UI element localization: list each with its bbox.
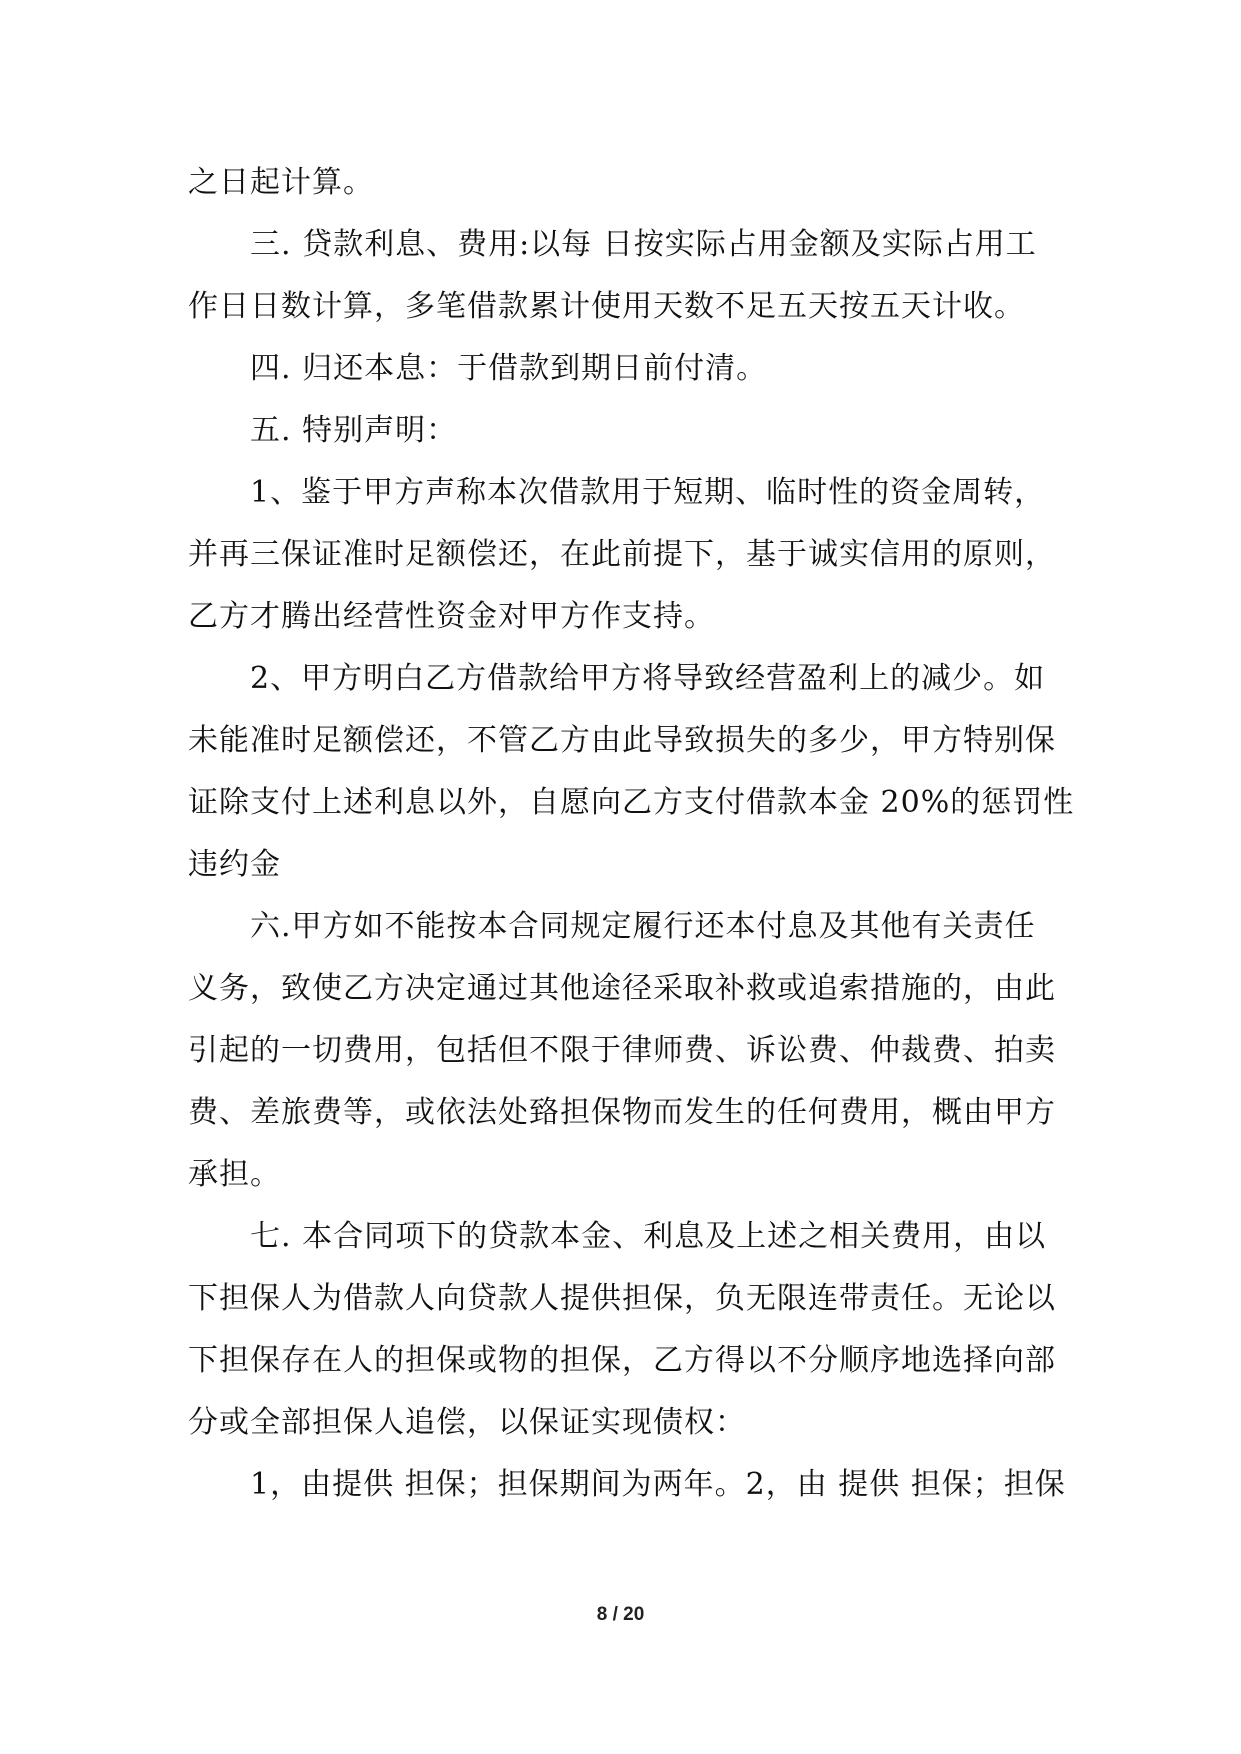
text-line: 七. 本合同项下的贷款本金、利息及上述之相关费用，由以	[250, 1219, 1047, 1254]
text-line: 并再三保证准时足额偿还，在此前提下，基于诚实信用的原则，	[188, 537, 1056, 572]
text-line: 三. 贷款利息、费用:以每 日按实际占用金额及实际占用工	[250, 227, 1037, 262]
text-line: 下担保人为借款人向贷款人提供担保，负无限连带责任。无论以	[188, 1281, 1056, 1316]
page-number: 8 / 20	[596, 1604, 645, 1625]
text-line: 五. 特别声明：	[250, 413, 458, 448]
text-line: 四. 归还本息：于借款到期日前付清。	[250, 351, 768, 386]
text-line: 未能准时足额偿还，不管乙方由此导致损失的多少，甲方特别保	[188, 723, 1056, 758]
text-line: 分或全部担保人追偿，以保证实现债权：	[188, 1405, 746, 1440]
text-line: 乙方才腾出经营性资金对甲方作支持。	[188, 599, 715, 634]
text-line: 2、甲方明白乙方借款给甲方将导致经营盈利上的减少。如	[250, 661, 1046, 696]
text-line: 承担。	[188, 1157, 281, 1192]
text-line: 费、差旅费等，或依法处臵担保物而发生的任何费用，概由甲方	[188, 1095, 1056, 1130]
text-line: 作日日数计算，多笔借款累计使用天数不足五天按五天计收。	[188, 289, 1025, 324]
document-body	[188, 152, 1075, 1516]
text-line: 1，由提供 担保；担保期间为两年。2，由 提供 担保；担保	[250, 1467, 1066, 1502]
text-line: 六.甲方如不能按本合同规定履行还本付息及其他有关责任	[250, 909, 1036, 944]
text-line: 义务，致使乙方决定通过其他途径采取补救或追索措施的，由此	[188, 971, 1056, 1006]
text-line: 下担保存在人的担保或物的担保，乙方得以不分顺序地选择向部	[188, 1343, 1056, 1378]
text-line: 违约金	[188, 847, 281, 882]
text-line: 引起的一切费用，包括但不限于律师费、诉讼费、仲裁费、拍卖	[188, 1033, 1056, 1068]
text-line: 之日起计算。	[188, 165, 374, 200]
text-line: 1、鉴于甲方声称本次借款用于短期、临时性的资金周转，	[250, 475, 1046, 510]
text-line: 证除支付上述利息以外，自愿向乙方支付借款本金 20%的惩罚性	[188, 785, 1075, 820]
